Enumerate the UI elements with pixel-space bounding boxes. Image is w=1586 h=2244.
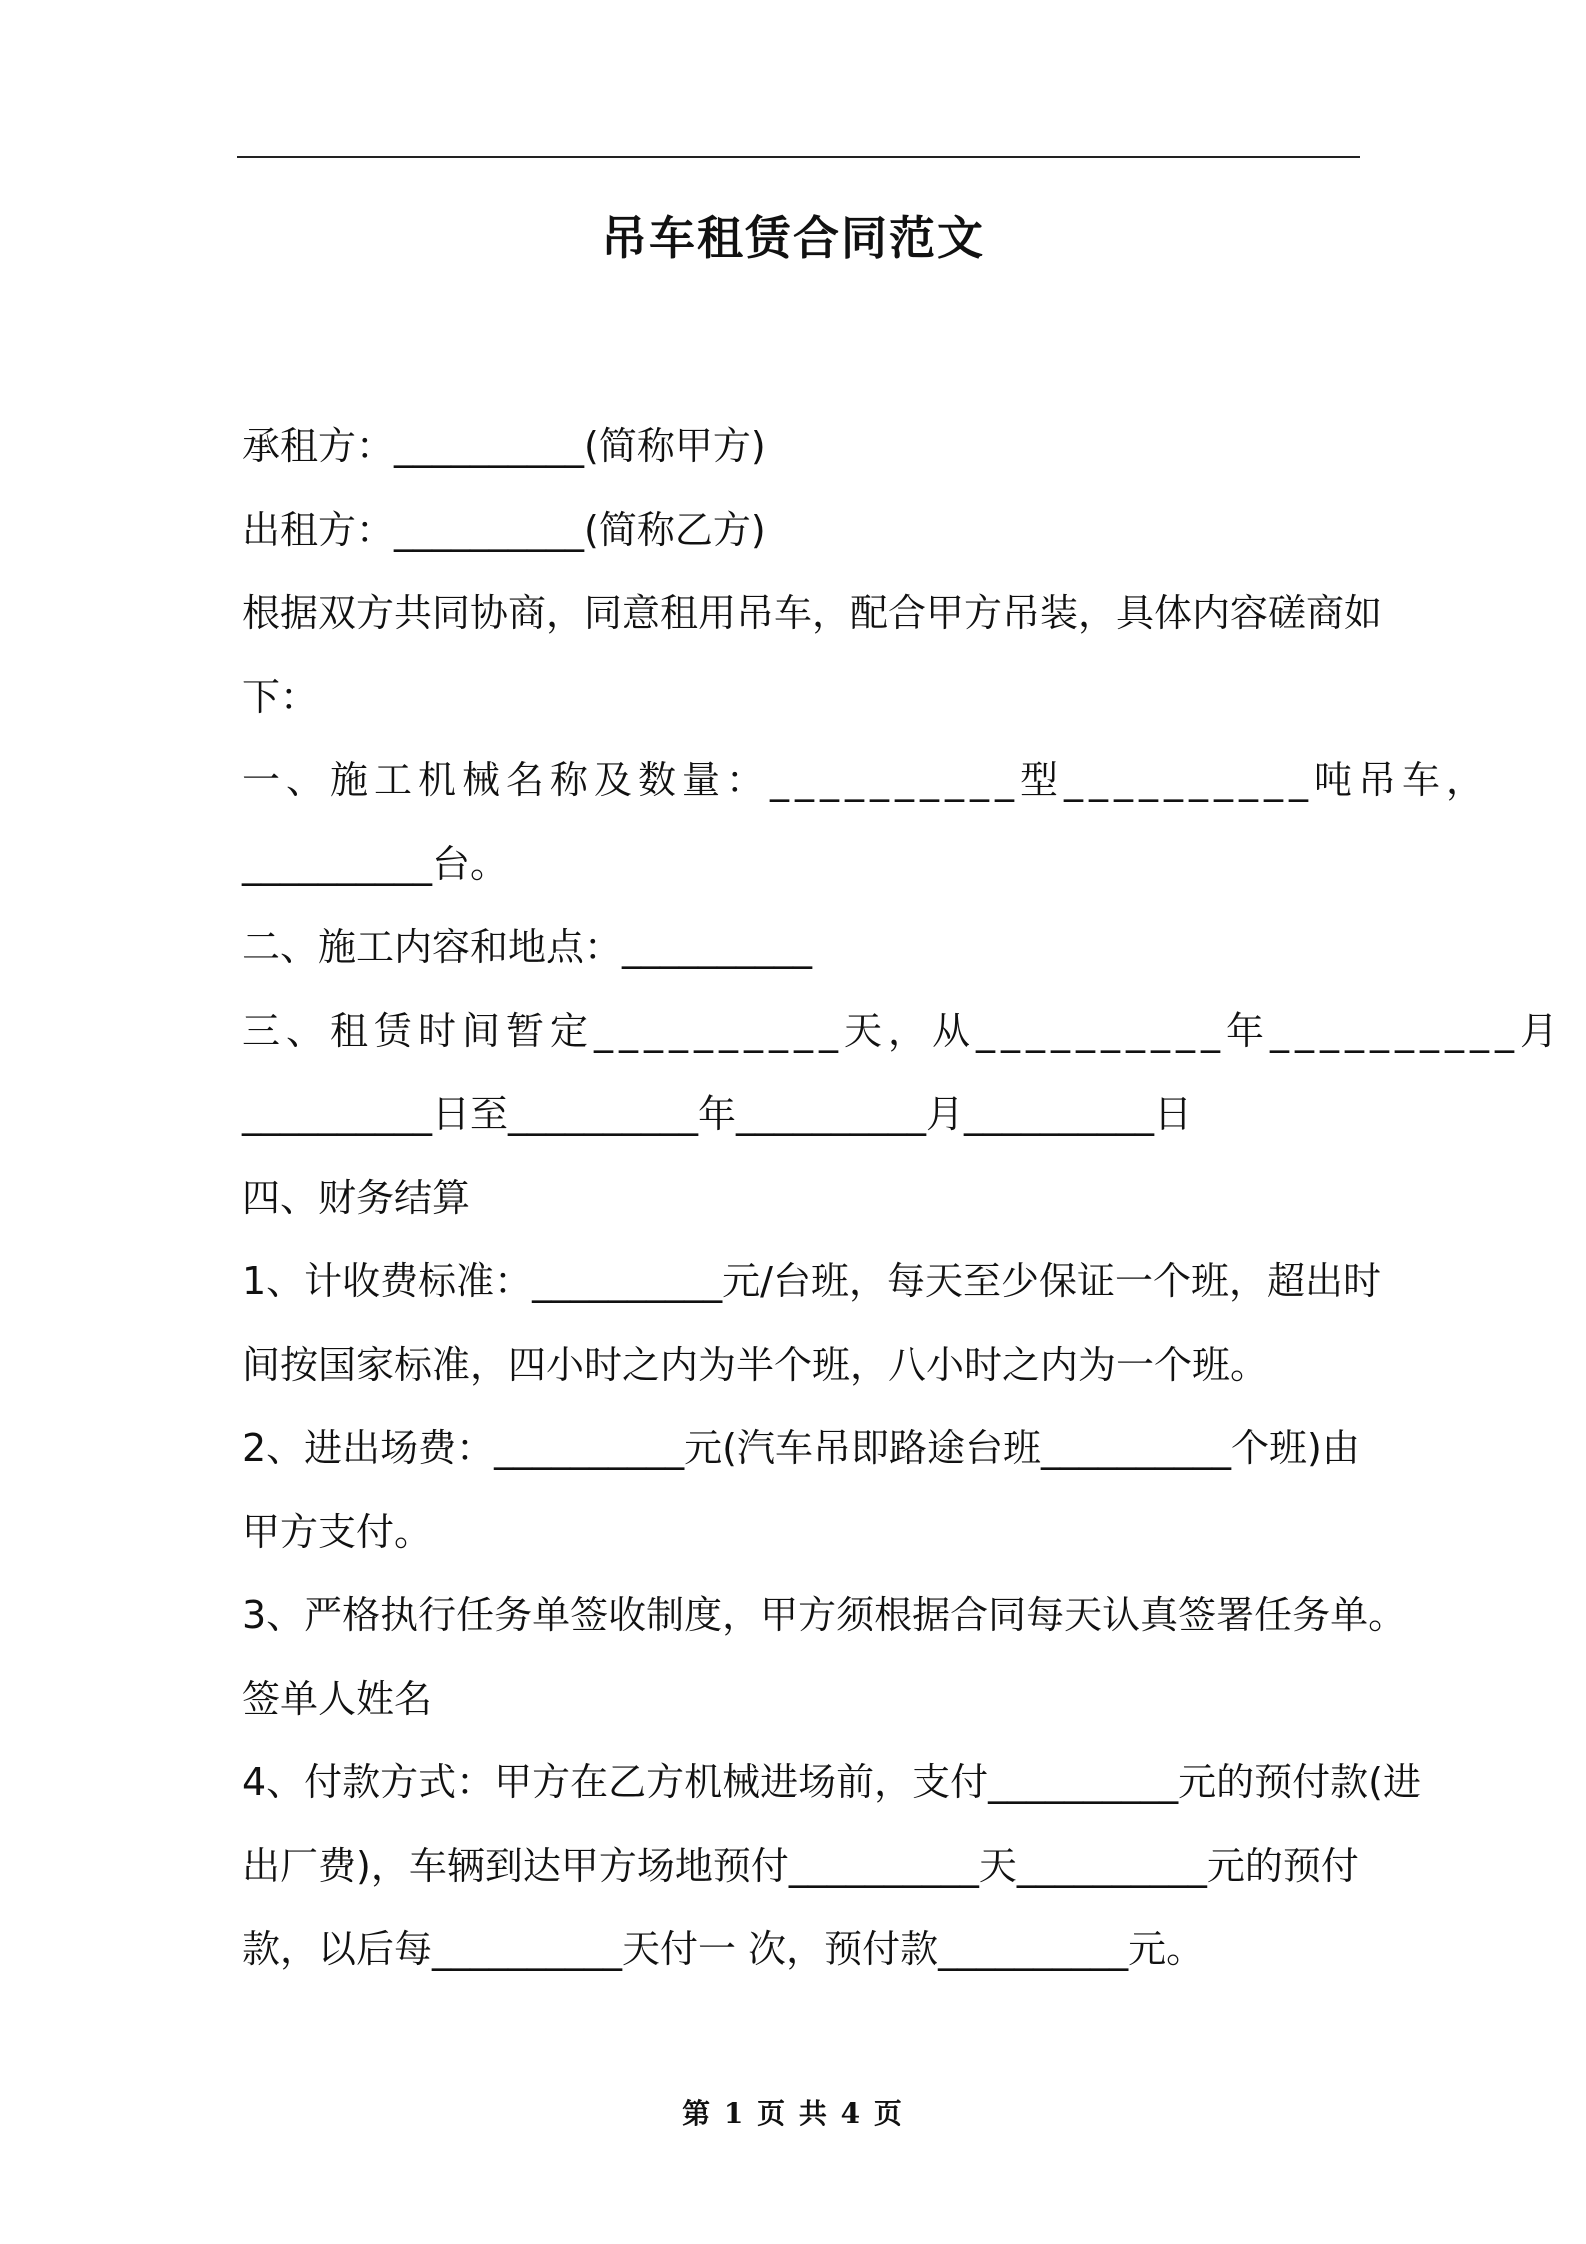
- header-divider: [237, 156, 1360, 158]
- item-2-line: 2、进出场费：__________元(汽车吊即路途台班__________个班)由: [242, 1426, 1360, 1470]
- item-1-line-cont: 间按国家标准，四小时之内为半个班，八小时之内为一个班。: [242, 1342, 1269, 1387]
- clause-2-line: 二、施工内容和地点：__________: [242, 925, 813, 969]
- contract-body: [242, 405, 1565, 1992]
- lessor-line: 出租方：__________(简称乙方): [242, 507, 766, 552]
- lessee-line: 承租方：__________(简称甲方): [242, 424, 766, 468]
- clause-1-line-cont: __________台。: [242, 841, 509, 886]
- preamble-line: 根据双方共同协商，同意租用吊车，配合甲方吊装，具体内容磋商如: [242, 591, 1383, 635]
- document-title: 吊车租赁合同范文: [601, 211, 985, 265]
- item-4-line-end: 款，以后每__________天付一 次，预付款__________元。: [242, 1927, 1205, 1971]
- preamble-line-cont: 下：: [242, 674, 319, 719]
- item-4-line: 4、付款方式：甲方在乙方机械进场前，支付__________元的预付款(进: [242, 1760, 1422, 1804]
- item-3-line: 3、严格执行任务单签收制度，甲方须根据合同每天认真签署任务单。: [242, 1593, 1407, 1637]
- clause-3-line-cont: __________日至__________年__________月__________日: [242, 1092, 1193, 1136]
- clause-4-heading: 四、财务结算: [242, 1175, 471, 1220]
- clause-3-line: 三、租赁时间暂定__________天，从__________年__________月: [242, 1008, 1565, 1053]
- item-2-line-cont: 甲方支付。: [242, 1509, 433, 1554]
- item-4-line-cont: 出厂费)，车辆到达甲方场地预付__________天__________元的预付: [242, 1843, 1359, 1888]
- page-number: 第 1 页 共 4 页: [682, 2097, 904, 2130]
- clause-1-line: 一、施工机械名称及数量：__________型__________吨吊车，: [242, 758, 1491, 802]
- item-1-line: 1、计收费标准：__________元/台班，每天至少保证一个班，超出时: [242, 1259, 1381, 1303]
- signer-name-line: 签单人姓名: [242, 1676, 433, 1721]
